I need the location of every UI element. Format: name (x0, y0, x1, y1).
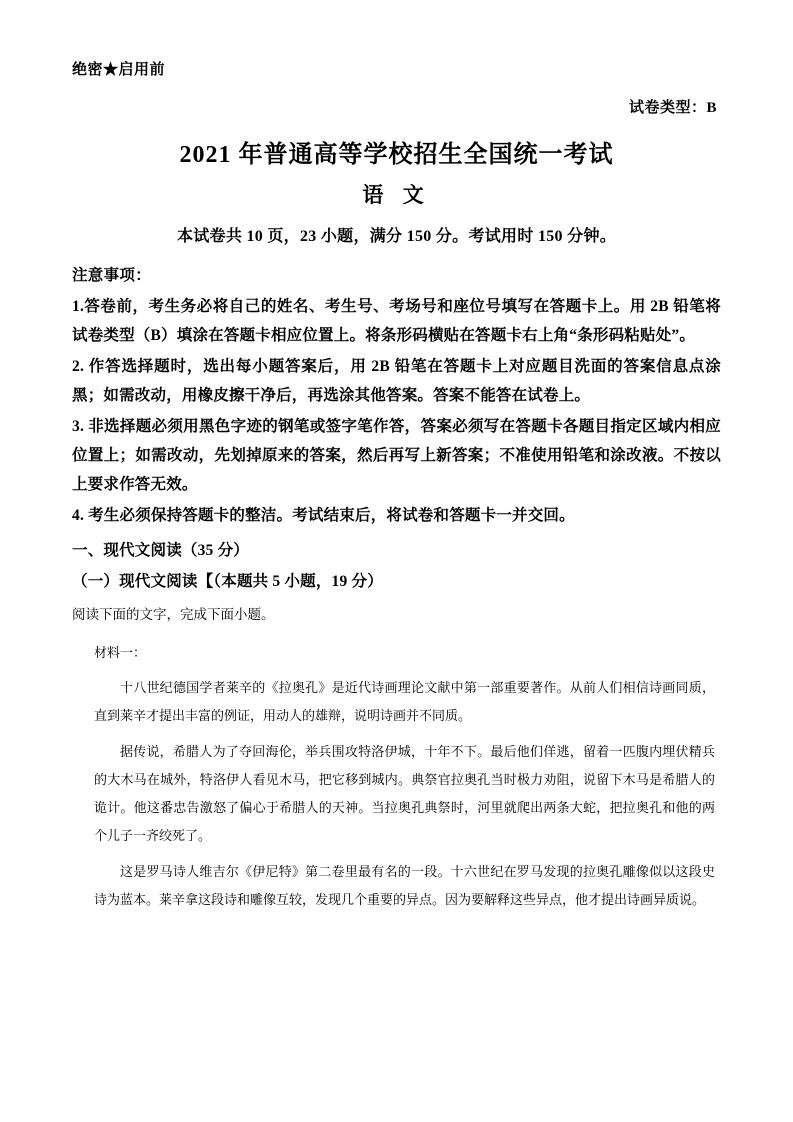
notice-item: 3. 非选择题必须用黑色字迹的钢笔或签字笔作答，答案必须写在答题卡各题目指定区域内相应位置上；如需改动，先划掉原来的答案，然后再写上新答案；不准使用铅笔和涂改液。不按以上要求作答无效。 (72, 418, 721, 493)
section-subheading-one: （一）现代文阅读【（本题共 5 小题，19 分） (72, 573, 383, 590)
notice-heading: 注意事项： (72, 267, 152, 284)
exam-info-line: 本试卷共 10 页，23 小题，满分 150 分。考试用时 150 分钟。 (176, 228, 617, 245)
body-paragraph: 十八世纪德国学者莱辛的《拉奥孔》是近代诗画理论文献中第一部重要著作。从前人们相信诗画同质，直到莱辛才提出丰富的例证，用动人的雄辩，说明诗画并不同质。 (94, 680, 715, 723)
material-label: 材料一： (94, 645, 147, 660)
page-title: 2021 年普通高等学校招生全国统一考试 (179, 142, 614, 168)
notice-item: 4. 考生必须保持答题卡的整洁。考试结束后，将试卷和答题卡一并交回。 (72, 507, 575, 524)
section-heading-part-one: 一、现代文阅读（35 分） (72, 542, 249, 559)
notice-item: 2. 作答选择题时，选出每小题答案后，用 2B 铅笔在答题卡上对应题目洗面的答案信息点涂黑；如需改动，用橡皮擦干净后，再选涂其他答案。答案不能答在试卷上。 (72, 358, 721, 404)
paper-type-label: 试卷类型：B (628, 100, 717, 116)
body-paragraph: 这是罗马诗人维吉尔《伊尼特》第二卷里最有名的一段。十六世纪在罗马发现的拉奥孔雕像似以这段史诗为蓝本。莱辛拿这段诗和雕像互较，发现几个重要的异点。因为要解释这些异点，他才提出诗画异质说。 (94, 864, 715, 907)
confidential-label: 绝密★启用前 (72, 62, 166, 78)
notice-item: 1.答卷前，考生务必将自己的姓名、考生号、考场号和座位号填写在答题卡上。用 2B 铅笔将试卷类型（B）填涂在答题卡相应位置上。将条形码横贴在答题卡右上角“条形码粘贴处”。 (72, 298, 721, 344)
subject-title: 语 文 (362, 183, 431, 207)
reading-instruction: 阅读下面的文字，完成下面小题。 (72, 607, 275, 622)
body-paragraph: 据传说，希腊人为了夺回海伦，举兵围攻特洛伊城，十年不下。最后他们佯逃，留着一匹腹内埋伏精兵的大木马在城外，特洛伊人看见木马，把它移到城内。典祭官拉奥孔当时极力劝阻，说留下木马是希腊人的诡计。他这番忠告激怒了偏心于希腊人的天神。当拉奥孔典祭时，河里就爬出两条大蛇，把拉奥孔和他的两个儿子一齐绞死了。 (94, 744, 715, 843)
